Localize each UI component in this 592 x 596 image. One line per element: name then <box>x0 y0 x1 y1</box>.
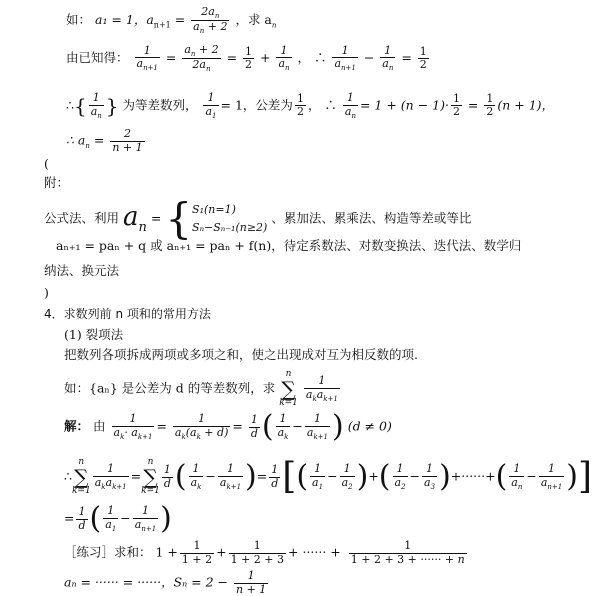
diff-fraction-2: $\frac{1}{a_n}$ <box>382 43 394 73</box>
diff-result: $\frac{1}{2}$ <box>419 44 427 72</box>
recurrence-fraction: $\frac{2a_n}{a_n + 2}$ <box>193 5 228 36</box>
half-b: $\frac{1}{2}$ <box>486 91 494 119</box>
method-text-b: 、累加法、累乘法、构造等差或等比 <box>271 210 472 226</box>
subsection-heading: (1) 裂项法 <box>64 327 124 342</box>
fraction-denominator: a <box>193 20 200 34</box>
result-an: ∴ a <box>66 132 86 148</box>
condition: (d ≠ 0) <box>347 418 392 434</box>
sum-symbol: n ∑ k=1 <box>279 369 298 408</box>
fraction-numerator: 2a <box>201 5 215 18</box>
split-lhs: $\frac{1}{a_k\cdot a_{k+1}}$ <box>113 412 153 441</box>
section-heading: 4．求数列前 n 项和的常用方法 <box>44 307 211 321</box>
cases-brace: { <box>165 194 193 243</box>
ask-an: ，求 a <box>235 12 272 28</box>
method-line-2: aₙ₊₁ = paₙ + q 或 aₙ₊₁ = paₙ + f(n)，待定系数法、对数变换法、迭代法、数学归 <box>56 238 522 253</box>
derivation-line-2: 由已知得： $\frac{1}{a_{n+1}}$ = $\frac{a_n + 2}{2a_n}$ = $\frac{1}{2}$ + $\frac{1}{a_n}$ ， ∴ $\frac{1}{a_{n+1}}$ − $\frac{1}{a_n}$ = $\frac{1}{2}$ <box>66 43 427 74</box>
exercise-answer <box>64 570 270 596</box>
solution-you: 由 <box>93 418 106 434</box>
example-prefix: 如： <box>66 12 92 28</box>
result-line: ∴ $a_n$ = $\frac{2}{n + 1}$ <box>66 127 143 154</box>
split-coef: $\frac{1}{d}$ <box>250 412 258 440</box>
cases-block: S₁(n=1) Sₙ−Sₙ₋₁(n≥2) <box>192 203 268 234</box>
solution-line: 解： 由 $\frac{1}{a_k\cdot a_{k+1}}$ = $\frac{1}{a_k(a_k + d)}$ = $\frac{1}{d}$ ( $\frac{1}{a_k}$ − $\frac{1}{a_{k+1}}$ ) (d ≠ 0) <box>64 409 392 444</box>
sum-term: $\frac{1}{a_ka_{k+1}}$ <box>305 374 338 403</box>
half-a: $\frac{1}{2}$ <box>452 91 460 119</box>
half-fraction: $\frac{1}{2}$ <box>245 44 253 72</box>
open-paren: ( <box>44 156 49 171</box>
exercise-label: ［练习］求和： <box>64 544 152 560</box>
example-sum-text: 如：{aₙ} 是公差为 d 的等差数列，求 <box>64 380 276 396</box>
expanded-fraction: $\frac{a_n + 2}{2a_n}$ <box>184 43 219 74</box>
common-diff-value: $\frac{1}{2}$ <box>296 91 304 119</box>
telescoping-line: ∴n ∑ k=1 $\frac{1}{a_ka_{k+1}}$ =n ∑ k=1 $\frac{1}{d}$ ( $\frac{1}{a_k}$ − $\frac{1}{a_{k+1}}$ )= $\frac{1}{d}$ [( $\frac{1}{a_1}$ − $\frac{1}{a_2}$ )+( $\frac{1}{a_2}$ − $\frac{1}{a_3}$ )+······+( $\frac{1}{a_n}$ − $\frac{1}{a_{n+1}}$ )] <box>64 456 592 497</box>
one-over-an: $\frac{1}{a_n}$ <box>278 43 290 73</box>
subscript-n-plus-1: n+1 <box>153 20 171 30</box>
general-term-expr: = 1 + (n − 1)· <box>359 97 449 113</box>
sequence-reciprocal: $\frac{1}{a_n}$ <box>90 91 102 120</box>
diff-fraction-1: $\frac{1}{a_{n+1}}$ <box>334 43 356 73</box>
result-fraction: $\frac{2}{n + 1}$ <box>112 127 143 154</box>
arith-seq-text: 为等差数列， <box>122 97 198 113</box>
reciprocal-fraction: $\frac{1}{a_{n+1}}$ <box>136 43 158 73</box>
example-sum-line <box>64 370 342 408</box>
method-description: 把数列各项拆成两项或多项之和，使之出现成对互为相反数的项. <box>64 347 418 362</box>
equals-sign: = <box>170 12 190 28</box>
recurrence-a1: a₁ = 1，a <box>95 12 154 28</box>
first-term-fraction: $\frac{1}{a_1}$ <box>205 91 217 120</box>
method-text-a: 公式法、利用 <box>44 210 120 226</box>
common-diff-text: ，公差为 <box>242 97 293 113</box>
exercise-answer-fraction: $\frac{1}{n + 1}$ <box>235 569 267 596</box>
appendix-label: 附： <box>44 175 70 190</box>
given-prefix: 由已知得： <box>66 50 129 66</box>
solution-label: 解： <box>64 418 90 434</box>
method-line: 公式法、利用 $a_n$ = { S₁(n=1) Sₙ−Sₙ₋₁(n≥2) 、累加法、累乘法、构造等差或等比 <box>44 194 472 243</box>
exercise-answer-text: aₙ = ······ = ······，Sₙ = 2 − <box>64 574 228 590</box>
exercise-line: ［练习］求和： 1 + $\frac{1}{1 + 2}$ + $\frac{1}{1 + 2 + 3}$ + ······ + $\frac{1}{1 + 2 + 3 + \cdot\cdot\cdot\cdot\cdot\cdot + n}$ <box>64 539 465 566</box>
derivation-line-3: ∴{ $\frac{1}{a_n}$ } 为等差数列， $\frac{1}{a_1}$ = 1，公差为 $\frac{1}{2}$ ， ∴ $\frac{1}{a_n}$ = 1 + (n − 1)· $\frac{1}{2}$ = $\frac{1}{2}$ (n + 1)， <box>66 91 555 120</box>
example-line-1: 如： a₁ = 1，$a_{n+1}$ = $\frac{2a_n}{a_n + 2}$ ，求 $a_n$ <box>66 5 277 36</box>
telescoping-result: = $\frac{1}{d}$ ( $\frac{1}{a_1}$ − $\frac{1}{a_{n+1}}$ ) <box>64 501 172 536</box>
an-symbol: $a_n$ <box>123 201 147 236</box>
general-term-fraction: $\frac{1}{a_n}$ <box>344 91 356 120</box>
split-mid: $\frac{1}{a_k(a_k + d)}$ <box>174 412 229 441</box>
close-paren: ) <box>44 285 49 300</box>
method-line-3: 纳法、换元法 <box>44 263 120 278</box>
